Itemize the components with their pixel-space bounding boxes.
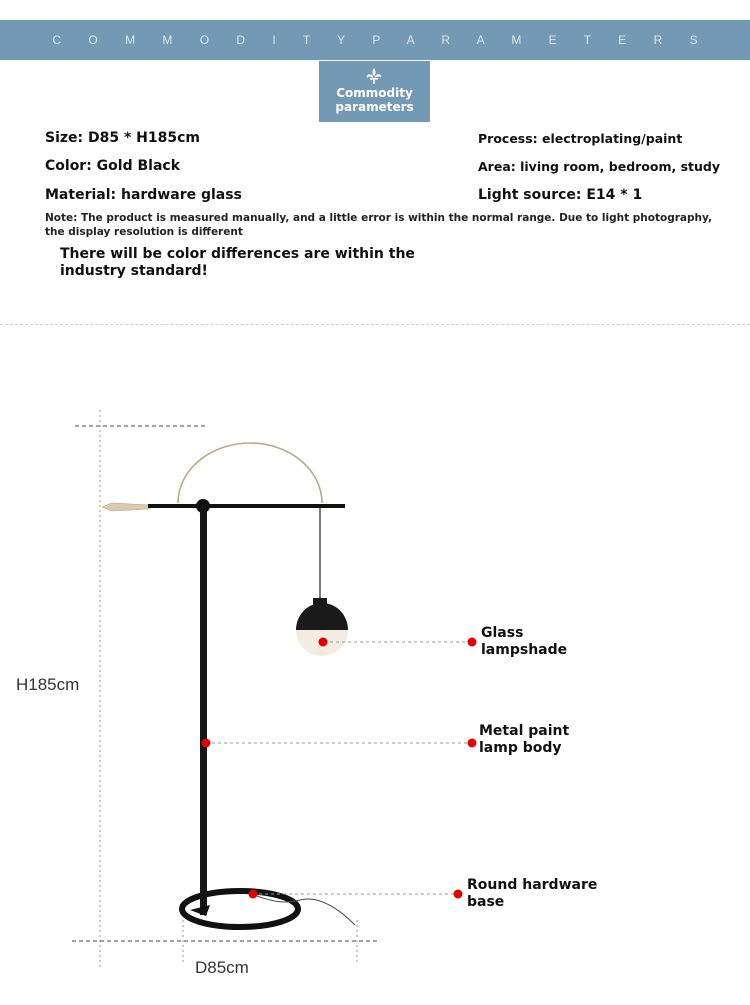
header-banner [0, 20, 750, 60]
note-text: Note: The product is measured manually, and a little error is within the normal range. Due to light photography, the display resolution is different [45, 212, 713, 238]
top-strip [0, 0, 750, 20]
note-color-difference: There will be color differences are within the industry standard! [60, 246, 415, 279]
param-process: Process: electroplating/paint [478, 131, 683, 146]
dot-body-end [468, 739, 477, 748]
section-badge [319, 61, 430, 122]
lampshade-cap [313, 598, 327, 605]
banner-title: C O M M O D I T Y P A R A M E T E R S [52, 33, 710, 47]
callout-base: Round hardware base [467, 877, 598, 910]
dot-body [202, 739, 211, 748]
dot-lampshade [319, 638, 328, 647]
callout-lampshade: Glass lampshade [481, 625, 568, 658]
badge-label: Commodity parameters [335, 86, 414, 114]
dot-base [249, 890, 258, 899]
lampshade-top [296, 603, 348, 630]
param-light-source: Light source: E14 * 1 [478, 187, 643, 203]
param-area: Area: living room, bedroom, study [478, 159, 721, 174]
fleur-de-lis-icon [364, 67, 384, 85]
vertical-pole [200, 510, 207, 915]
callout-lamp-body: Metal paint lamp body [479, 723, 570, 756]
gold-arc [178, 443, 322, 503]
param-size: Size: D85 * H185cm [45, 130, 200, 146]
power-cord [250, 894, 355, 925]
width-label: D85cm [195, 958, 249, 977]
lamp-diagram [0, 325, 750, 1005]
height-label: H185cm [16, 675, 80, 694]
param-color: Color: Gold Black [45, 158, 181, 174]
gold-counterweight [102, 503, 150, 511]
horizontal-arm [148, 504, 345, 508]
dot-lampshade-end [468, 638, 477, 647]
param-material: Material: hardware glass [45, 187, 242, 203]
dot-base-end [454, 890, 463, 899]
